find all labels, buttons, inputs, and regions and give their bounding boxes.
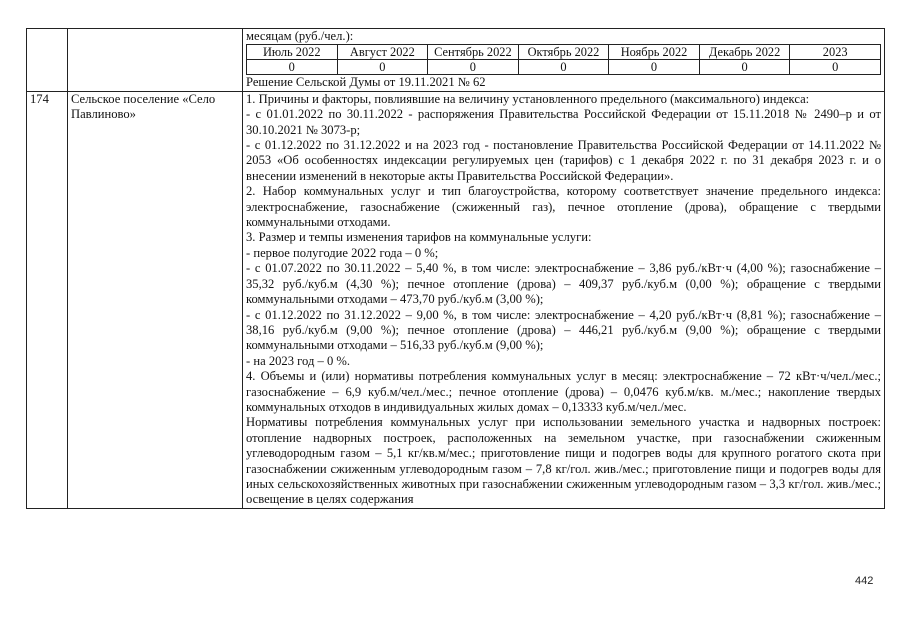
settlement-name: Сельское поселение «Село Павлиново» (68, 91, 243, 508)
consumption-norms: 4. Объемы и (или) нормативы потребления коммунальных услуг в месяц: электроснабжение – 72 кВт·ч/чел./мес.; газоснабжение – 6,9 куб.м/чел./мес.; печное отопление (дрова) – 0,0476 куб.м/кв. м./мес.; накопление твердых коммунальных отходов в индивидуальных жилых домах – 0,13333 куб.м/чел./мес. (246, 369, 881, 414)
tariff-change-jul-nov: - с 01.07.2022 по 30.11.2022 – 5,40 %, в том числе: электроснабжение – 3,86 руб./кВт·ч (4,00 %); газоснабжение – 35,32 руб./куб.м (4,30 %); печное отопление (дрова) – 409,37 руб./куб.м (0,00 %); обращение с твердыми коммунальными отходами – 473,70 руб./куб.м (3,00 %); (246, 261, 881, 307)
reasons-period-1: - с 01.01.2022 по 30.11.2022 - распоряжения Правительства Российской Федерации от 15.11.2018 № 2490–р и от 30.10.2021 № 3073-р; (246, 107, 881, 137)
month-header: Сентябрь 2022 (428, 45, 519, 60)
tariff-change-dec: - с 01.12.2022 по 31.12.2022 – 9,00 %, в том числе: электроснабжение – 4,20 руб./кВт·ч (8,81 %); газоснабжение – 38,16 руб./куб.м (9,00 %); печное отопление (дрова) – 446,21 руб./куб.м (9,00 %); обращение с твердыми коммунальными отходами – 516,33 руб./куб.м (9,00 %); (246, 307, 881, 353)
tariff-changes-heading: 3. Размер и темпы изменения тарифов на коммунальные услуги: (246, 230, 592, 245)
settlement-details (243, 91, 885, 508)
month-header: Июль 2022 (247, 45, 338, 60)
month-header: Октябрь 2022 (518, 45, 609, 60)
tariff-change-h1: - первое полугодие 2022 года – 0 %; (246, 245, 439, 260)
monthly-heading: месяцам (руб./чел.): (246, 29, 354, 43)
tariff-table (26, 28, 885, 509)
month-header: Ноябрь 2022 (609, 45, 700, 60)
tariff-change-2023: - на 2023 год – 0 %. (246, 353, 351, 368)
monthly-values-table (246, 44, 881, 75)
month-value: 0 (609, 60, 700, 75)
reasons-period-2: - с 01.12.2022 по 31.12.2022 и на 2023 год - постановление Правительства Российской Федерации от 14.11.2022 № 2053 «Об особенностях индексации регулируемых цен (тарифов) с 1 декабря 2022 г. по 31 декабря 2023 г. и о внесении изменений в некоторые акты Правительства Российской Федерации». (246, 138, 881, 183)
settlement-row (27, 91, 885, 508)
row-number: 174 (27, 91, 68, 508)
page-number: 442 (855, 575, 874, 587)
row-number-cell (27, 29, 68, 92)
row-name-cell (68, 29, 243, 92)
values-row (247, 60, 881, 75)
month-header: Декабрь 2022 (699, 45, 790, 60)
months-header-row (247, 45, 881, 60)
month-header: 2023 (790, 45, 881, 60)
decision-reference: Решение Сельской Думы от 19.11.2021 № 62 (246, 75, 486, 90)
continuation-row (27, 29, 885, 92)
month-value: 0 (337, 60, 428, 75)
reasons-heading: 1. Причины и факторы, повлиявшие на величину установленного предельного (максимального) индекса: (246, 91, 810, 106)
month-value: 0 (518, 60, 609, 75)
services-set: 2. Набор коммунальных услуг и тип благоустройства, которому соответствует значение предельного индекса: электроснабжение, газоснабжение (сжиженный газ), печное отопление (дрова), обращение с твердыми коммунальными отходами. (246, 184, 881, 230)
month-header: Август 2022 (337, 45, 428, 60)
month-value: 0 (790, 60, 881, 75)
land-plot-norms: Нормативы потребления коммунальных услуг при использовании земельного участка и надворных построек: отопление надворных построек, расположенных на земельном участке, при газоснабжении сжиженным углеводородным газом – 5,1 кг/кв.м/мес.; приготовление пищи и подогрев воды для крупного рогатого скота при газоснабжении сжиженным углеводородным газом – 7,8 кг/гол. жив./мес.; приготовление пищи и подогрев воды для иных сельскохозяйственных животных при газоснабжении сжиженным углеводородным газом – 3,3 кг/гол. жив./мес.; освещение в целях содержания (246, 415, 881, 507)
month-value: 0 (428, 60, 519, 75)
row-text-cell (243, 29, 885, 92)
month-value: 0 (699, 60, 790, 75)
month-value: 0 (247, 60, 338, 75)
